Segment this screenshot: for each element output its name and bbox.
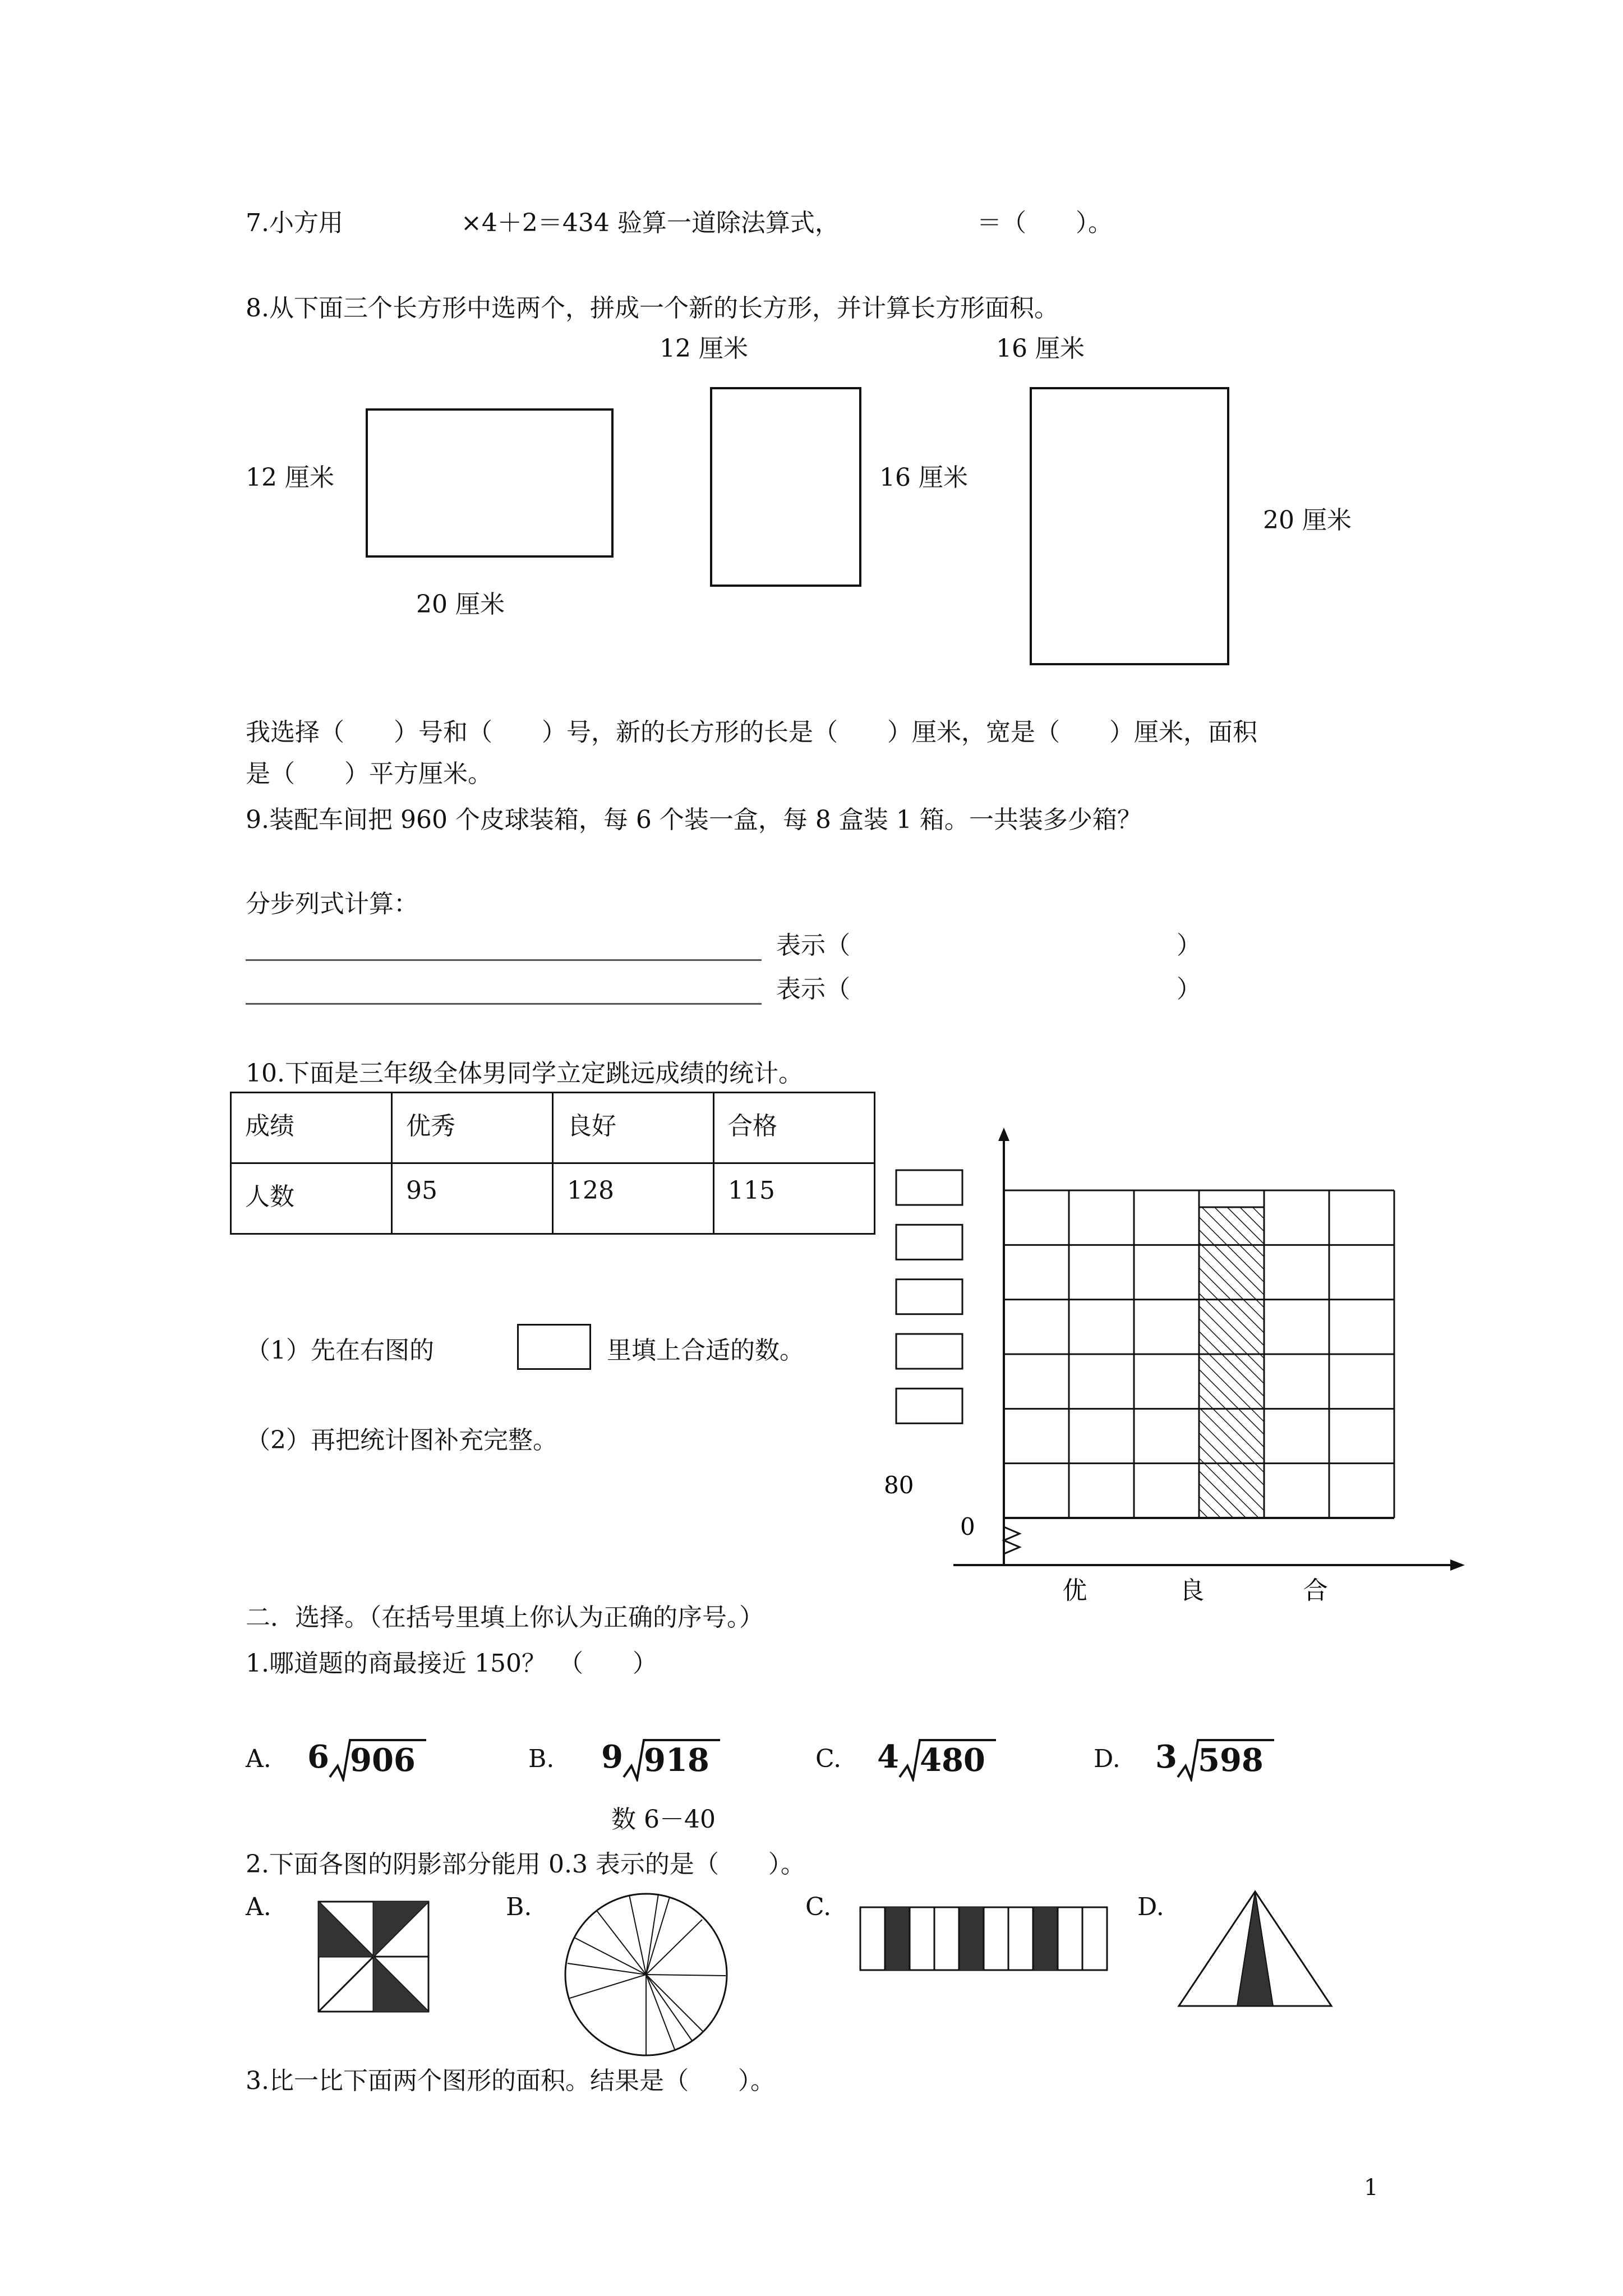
step1-answer-line[interactable]: [246, 959, 762, 961]
table-cell: 115: [714, 1163, 875, 1234]
q7-prefix: 7.小方用: [246, 209, 343, 237]
x-axis-arrow: [1450, 1559, 1465, 1571]
divisor: 6: [307, 1738, 329, 1775]
table-row: [231, 1163, 875, 1234]
rectangle-2: [710, 387, 861, 587]
figure-d-triangle[interactable]: [1177, 1889, 1334, 2008]
table-cell: 良好: [553, 1093, 714, 1163]
step2-represents-open: 表示（: [776, 975, 850, 1004]
q10-instruction1-a: （1）先在右图的: [246, 1336, 434, 1365]
dividend: 918: [644, 1742, 709, 1779]
rectangle-1: [366, 408, 614, 558]
q8-answer-line1: 我选择（ ）号和（ ）号，新的长方形的长是（ ）厘米，宽是（ ）厘米，面积: [246, 718, 1257, 747]
table-cell: 优秀: [392, 1093, 553, 1163]
divisor: 4: [877, 1738, 899, 1775]
q10-instruction2: （2）再把统计图补充完整。: [246, 1426, 557, 1455]
option-letter: C.: [815, 1745, 842, 1773]
y-zero-label: 0: [960, 1513, 975, 1540]
option-letter: B.: [528, 1745, 555, 1773]
chart-bars: [1199, 1207, 1264, 1518]
q7-middle: ×4＋2＝434 验算一道除法算式，: [461, 209, 840, 237]
rect2-top-label: 12 厘米: [660, 334, 748, 363]
section2-title: 二．选择。（在括号里填上你认为正确的序号。）: [246, 1603, 764, 1632]
y-tick-box: [896, 1280, 962, 1314]
y-tick-box: [896, 1334, 962, 1369]
rect2-side-label: 16 厘米: [879, 463, 968, 492]
step1-represents-open: 表示（: [776, 931, 850, 960]
y-tick-box: [896, 1225, 962, 1259]
step1-represents-close: ）: [1177, 931, 1201, 960]
dividend: 598: [1198, 1742, 1264, 1779]
table-cell: 合格: [714, 1093, 875, 1163]
y-axis-arrow: [998, 1128, 1009, 1141]
table-cell: 成绩: [231, 1093, 392, 1163]
bar-liang: [1199, 1207, 1264, 1518]
divisor: 9: [601, 1738, 623, 1775]
score-table: [230, 1092, 875, 1235]
category-label: 合: [1303, 1576, 1328, 1604]
table-cell: 人数: [231, 1163, 392, 1234]
y-tick-box: [896, 1170, 962, 1205]
dividend: 480: [920, 1742, 985, 1779]
y-tick-label-80: 80: [884, 1471, 914, 1499]
q8-answer-line2: 是（ ）平方厘米。: [246, 760, 492, 788]
q9-steps-label: 分步列式计算：: [246, 890, 418, 918]
figure-b-label: B.: [506, 1893, 532, 1921]
sample-answer-box: [517, 1324, 591, 1370]
figure-d-label: D.: [1137, 1893, 1164, 1921]
figure-b-circle[interactable]: [563, 1892, 729, 2058]
rect1-bottom-label: 20 厘米: [416, 590, 505, 619]
figure-a-label: A.: [246, 1893, 271, 1921]
axis-break: [1004, 1527, 1020, 1554]
chart-category-labels: [1062, 1576, 1327, 1604]
step2-represents-close: ）: [1177, 975, 1201, 1004]
q10-instruction1-b: 里填上合适的数。: [607, 1336, 804, 1365]
figure-a-square[interactable]: [317, 1901, 430, 2013]
q8-title: 8.从下面三个长方形中选两个，拼成一个新的长方形，并计算长方形面积。: [246, 294, 1059, 323]
page-code: 数 6－40: [611, 1805, 716, 1834]
category-label: 优: [1062, 1576, 1087, 1604]
q10-title: 10.下面是三年级全体男同学立定跳远成绩的统计。: [246, 1059, 803, 1088]
s2-q3-title: 3.比一比下面两个图形的面积。结果是（ ）。: [246, 2067, 775, 2095]
option-letter: A.: [246, 1745, 271, 1773]
q7-suffix: ＝（ ）。: [977, 209, 1113, 237]
table-cell: 95: [392, 1163, 553, 1234]
page-number: 1: [1364, 2175, 1378, 2201]
figure-c-label: C.: [805, 1893, 832, 1921]
y-tick-box: [896, 1388, 962, 1423]
figure-c-strip[interactable]: [859, 1906, 1109, 1973]
chart-y-tick-boxes[interactable]: [896, 1170, 962, 1423]
table-header-row: [231, 1093, 875, 1163]
s2-q2-title: 2.下面各图的阴影部分能用 0.3 表示的是（ ）。: [246, 1850, 805, 1879]
rectangle-3: [1030, 387, 1229, 665]
rect1-side-label: 12 厘米: [246, 463, 334, 492]
q9-title: 9.装配车间把 960 个皮球装箱，每 6 个装一盒，每 8 盒装 1 箱。一共装多少箱？: [246, 806, 1142, 834]
table-cell: 128: [553, 1163, 714, 1234]
bar-chart: [875, 1122, 1469, 1604]
rect3-top-label: 16 厘米: [996, 334, 1085, 363]
s2-q1-title: 1.哪道题的商最接近 150？ （ ）: [246, 1649, 657, 1678]
option-letter: D.: [1094, 1745, 1121, 1773]
divisor: 3: [1155, 1738, 1177, 1775]
step2-answer-line[interactable]: [246, 1003, 762, 1005]
category-label: 良: [1179, 1576, 1205, 1604]
rect3-side-label: 20 厘米: [1263, 506, 1352, 535]
dividend: 906: [350, 1742, 416, 1779]
